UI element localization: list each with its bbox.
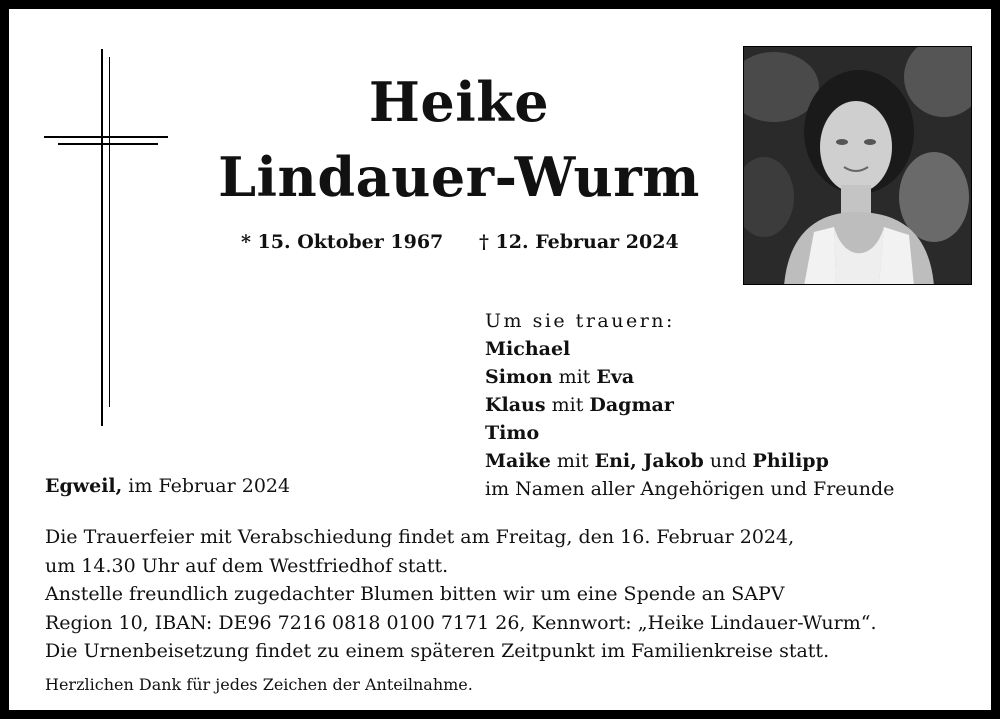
cross-vertical-bar	[101, 49, 103, 426]
mourners-list	[485, 307, 894, 503]
mourner-line	[485, 447, 894, 475]
mourners-closing: im Namen aller Angehörigen und Freunde	[485, 478, 895, 500]
notice-line: Anstelle freundlich zugedachter Blumen bitten wir um eine Spende an SAPV	[45, 583, 785, 605]
thanks-line: Herzlichen Dank für jedes Zeichen der Anteilnahme.	[45, 675, 473, 694]
notice-line: Region 10, IBAN: DE96 7216 0818 0100 7171 26, Kennwort: „Heike Lindauer-Wurm“.	[45, 611, 877, 634]
portrait-image	[744, 47, 972, 285]
mourner-name: Maike	[485, 450, 551, 472]
mourner-name: Eva	[596, 366, 635, 388]
mourner-name: Timo	[485, 422, 540, 444]
cross-horizontal-bar-inner	[58, 143, 158, 145]
mourner-conjunction: mit	[545, 394, 590, 416]
funeral-notice-text	[45, 523, 985, 666]
mourner-name: Klaus	[485, 394, 546, 416]
cross-horizontal-bar	[44, 136, 168, 138]
place-town: Egweil,	[45, 475, 123, 497]
mourner-line	[485, 335, 894, 363]
mourner-name: Michael	[485, 338, 571, 360]
deceased-last-name: Lindauer-Wurm	[218, 145, 700, 209]
mourner-line	[485, 391, 894, 419]
mourner-conjunction: mit	[552, 366, 597, 388]
mourner-line	[485, 419, 894, 447]
mourner-name: Philipp	[752, 450, 829, 472]
death-date: † 12. Februar 2024	[479, 231, 679, 253]
place-date: im Februar 2024	[122, 475, 291, 497]
mourner-conjunction: und	[703, 450, 753, 472]
cross-vertical-bar-inner	[109, 57, 110, 407]
place-and-date	[45, 475, 290, 497]
mourner-name: Simon	[485, 366, 553, 388]
mourner-name: Eni, Jakob	[594, 450, 704, 472]
mourner-name: Dagmar	[589, 394, 674, 416]
portrait-photo	[743, 46, 972, 285]
notice-line: Die Urnenbeisetzung findet zu einem späteren Zeitpunkt im Familienkreise statt.	[45, 640, 830, 662]
birth-date: * 15. Oktober 1967	[241, 231, 444, 253]
mourners-intro: Um sie trauern:	[485, 310, 675, 332]
mourner-line	[485, 363, 894, 391]
notice-line: um 14.30 Uhr auf dem Westfriedhof statt.	[45, 554, 449, 577]
notice-line: Die Trauerfeier mit Verabschiedung findet am Freitag, den 16. Februar 2024,	[45, 526, 795, 548]
mourner-conjunction: mit	[550, 450, 595, 472]
deceased-first-name: Heike	[368, 70, 550, 134]
